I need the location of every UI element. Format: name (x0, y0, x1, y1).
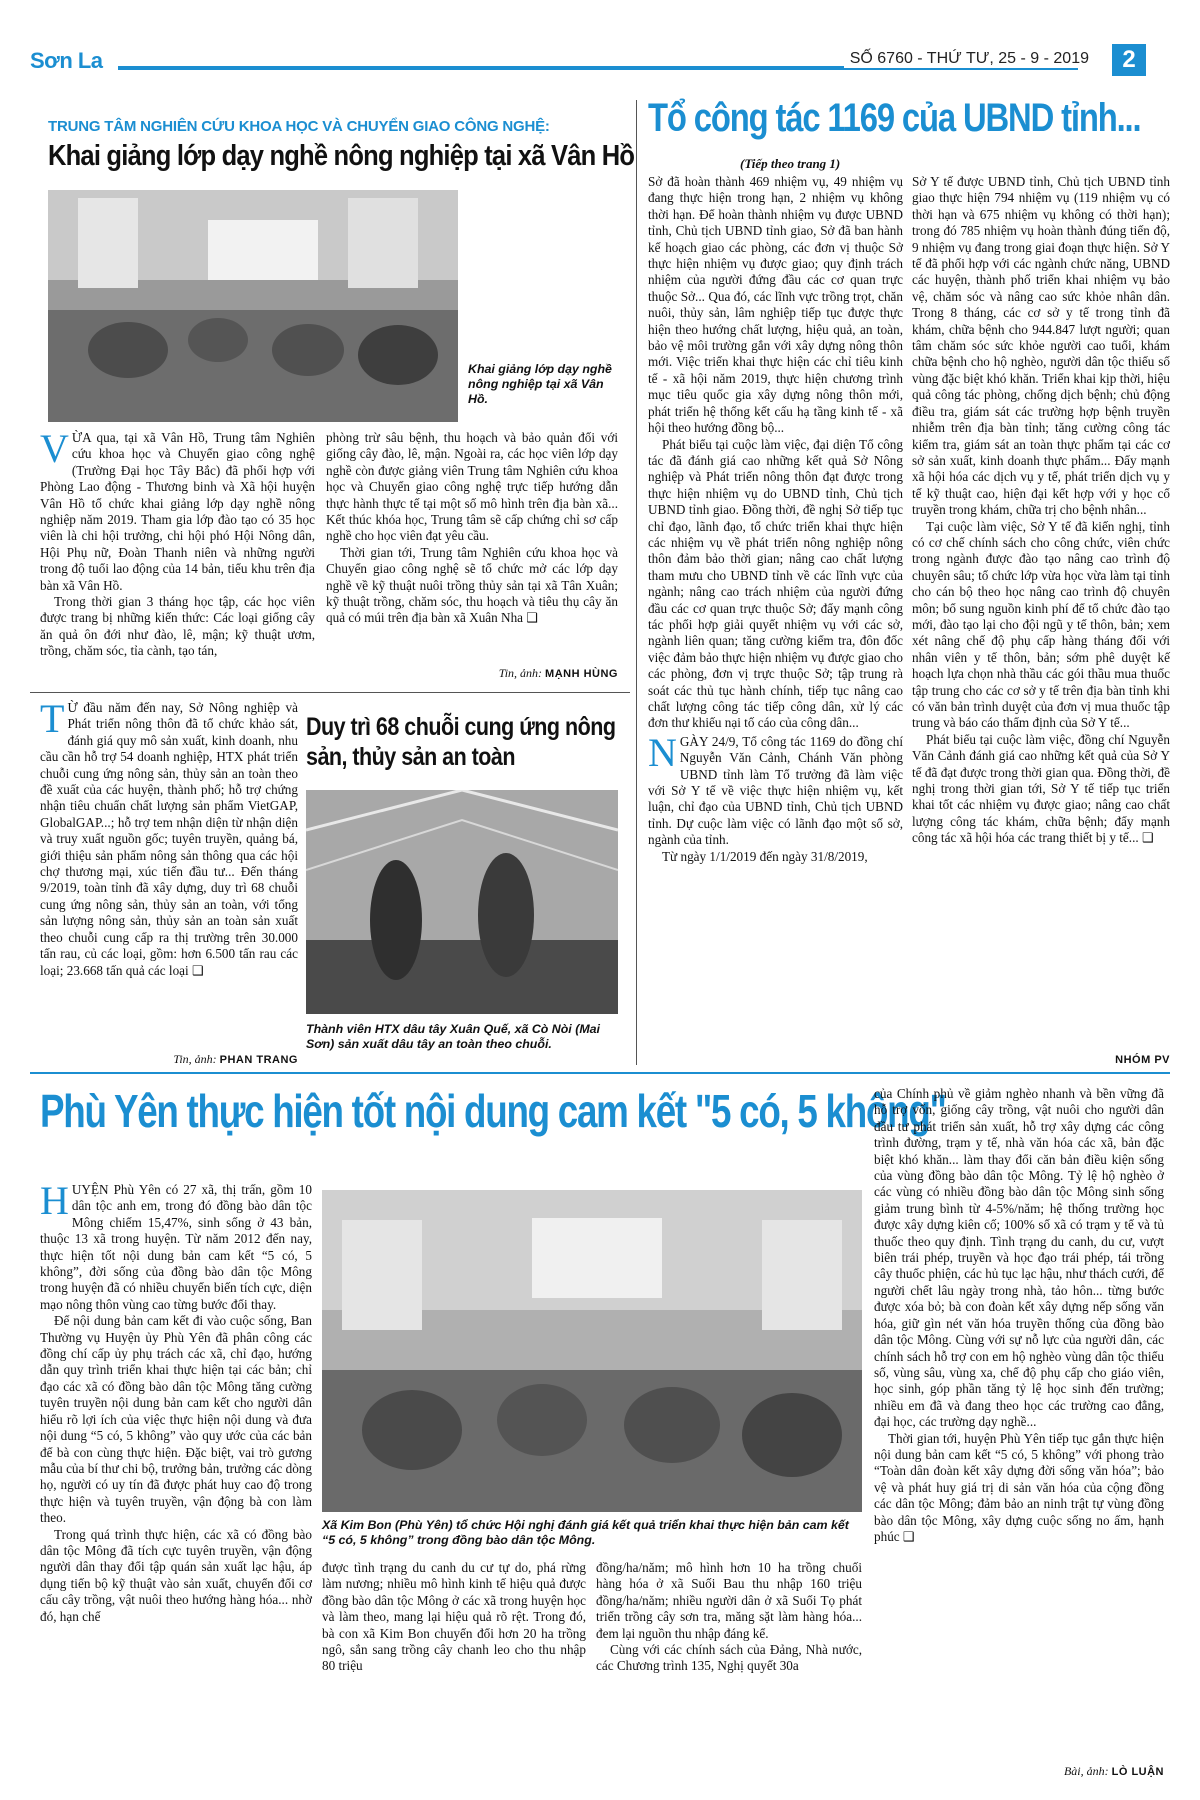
article3-credit (912, 1052, 1170, 1067)
article4-col2-p1: được tình trạng du canh du cư tự do, phá rừng làm nương; nhiều mô hình kinh tế hiệu quả được đồng bào dân tộc Mông ở các xã trong huyện học và làm theo, mang lại hiệu quả rõ rệt. Trong đó, bà con xã Kim Bon chuyển đổi hơn 20 ha trồng ngô, sắn sang trồng cây chanh leo cho thu nhập 80 triệu (322, 1560, 586, 1674)
article1-title: Khai giảng lớp dạy nghề nông nghiệp tại xã Vân Hồ (48, 140, 635, 172)
article4-caption: Xã Kim Bon (Phù Yên) tổ chức Hội nghị đánh giá kết quả triển khai thực hiện bản cam kết “5 có, 5 không” trong đồng bào dân tộc Mông. (322, 1518, 849, 1547)
article3-bottom-rule (30, 1072, 1170, 1074)
page-number: 2 (1112, 44, 1146, 76)
article1-kicker: TRUNG TÂM NGHIÊN CỨU KHOA HỌC VÀ CHUYỂN GIAO CÔNG NGHỆ: (48, 118, 550, 135)
article1-col2-p2: Thời gian tới, Trung tâm Nghiên cứu khoa học và Chuyển giao công nghệ sẽ tổ chức mở các lớp dạy nghề về kỹ thuật nuôi trồng thủy sản tại xã Tân Xuân; kỹ thuật trồng, chăm sóc, thu hoạch và tiêu thụ cây ăn quả có múi trên địa bàn xã Xuân Nha ❑ (326, 544, 618, 626)
article3-col1b-p2: Từ ngày 1/1/2019 đến ngày 31/8/2019, (662, 848, 868, 864)
article2-credit-name: PHAN TRANG (219, 1054, 298, 1066)
article1-credit-name: MẠNH HÙNG (545, 668, 618, 680)
article4-credit (874, 1764, 1164, 1779)
article2-body-text: Ừ đầu năm đến nay, Sở Nông nghiệp và Phát triển nông thôn đã tổ chức khảo sát, đánh giá quy mô sản xuất, kinh doanh, nhu cầu cần hỗ trợ 54 doanh nghiệp, HTX phát triển chuỗi cung ứng nông sản, thủy sản an toàn theo đề xuất của các huyện, thành phố; hỗ trợ chứng nhận tiêu chuẩn chất lượng sản phẩm VietGAP, GlobalGAP...; hỗ trợ tem nhận diện từ nhận diện và truy xuất nguồn gốc; tuyên truyền, quảng bá, giới thiệu sản phẩm nông sản thông qua các hội chợ thương mại, xúc tiến đầu tư... Đến tháng 9/2019, toàn tỉnh đã xây dựng, duy trì 68 chuỗi cung ứng nông sản, thủy sản an toàn, với tổng sản lượng nông sản, thủy sản an toàn sản xuất theo chuỗi cung cấp ra thị trường trên 30.000 tấn rau, củ các loại, gồm: hơn 6.500 tấn rau các loại; 23.668 tấn quả các loại ❑ (40, 700, 298, 978)
article4-col1-p3: Trong quá trình thực hiện, các xã có đồng bào dân tộc Mông đã tích cực tuyên truyền, vận động người dân thay đổi tập quán sản xuất lạc hậu, áp dụng tiến bộ kỹ thuật vào sản xuất, chuyển đổi cơ cấu cây trồng, vật nuôi theo hướng hàng hóa... nhờ đó, hạn chế (40, 1526, 312, 1624)
article4-title: Phù Yên thực hiện tốt nội dung cam kết "5 có, 5 không" (40, 1085, 946, 1137)
article4-col3-p1: đồng/ha/năm; mô hình hơn 10 ha trồng chuối hàng hóa ở xã Suối Bau thu nhập 160 triệu đồng/ha/năm; nhiều người dân ở xã Suối Tọ phát triển trồng cây sơn tra, măng sặt làm hàng hóa... đem lại nguồn thu nhập đáng kể. (596, 1560, 862, 1641)
article3-col2-p3: Phát biểu tại cuộc làm việc, đồng chí Nguyễn Văn Cảnh đánh giá cao những kết quả của Sở Y tế đã đạt được trong thời gian qua. Đồng thời, đề nghị trong thời gian tới, Sở Y tế tiếp tục triển khai tốt các nhiệm vụ được giao; nâng cao chất lượng công tác khám, chữa bệnh; đẩy mạnh công tác xã hội hóa các trang thiết bị y tế... ❑ (912, 731, 1170, 846)
article3-credit-name: NHÓM PV (1115, 1054, 1170, 1066)
article3-col2 (912, 174, 1170, 847)
article1-credit-label: Tin, ảnh: (498, 666, 543, 680)
article4-col3 (596, 1560, 862, 1675)
article2-body (40, 696, 298, 979)
greenhouse-photo-icon (306, 790, 618, 1014)
article4-dropcap: H (40, 1178, 69, 1223)
article2-photo (306, 790, 618, 1014)
article1-col1-p1: ỪA qua, tại xã Vân Hồ, Trung tâm Nghiên cứu khoa học và Chuyển giao công nghệ (Trường Đại học Tây Bắc) đã phối hợp với Phòng Lao động - Thương binh và Xã hội huyện Vân Hồ tổ chức khai giảng lớp dạy nghề nông nghiệp năm 2019. Tham gia lớp đào tạo có 35 học viên là chi hội trưởng, chi hội phó Hội Nông dân, Hội Phụ nữ, Đoàn Thanh niên và những người trong độ tuổi lao động của 14 bản, tiểu khu trên địa bàn xã Vân Hồ. (40, 430, 315, 593)
article2-caption: Thành viên HTX dâu tây Xuân Quế, xã Cò Nòi (Mai Sơn) sản xuất dâu tây an toàn theo chuỗi. (306, 1022, 600, 1051)
article3-col2-p1: Sở Y tế được UBND tỉnh, Chủ tịch UBND tỉnh giao thực hiện 794 nhiệm vụ (119 nhiệm vụ có thời hạn và 675 nhiệm vụ không có thời hạn); trong đó 785 nhiệm vụ hoàn thành đúng tiến độ, 9 nhiệm vụ đang trong giai đoạn thực hiện. Sở Y tế đã phối hợp với các ngành chức năng, UBND các huyện, thành phố triển khai nhiệm vụ bảo vệ, chăm sóc và nâng cao sức khỏe nhân dân. Trong 8 tháng, các cơ sở y tế trong tỉnh đã khám, chữa bệnh cho 944.847 lượt người; quan tâm chăm sóc sức khỏe người cao tuổi, khám chữa bệnh cho hộ nghèo, người dân tộc thiểu số vùng đặc biệt khó khăn. Triển khai kịp thời, hiệu quả công tác phòng, chống dịch bệnh; chủ động điều tra, giám sát các trường hợp bệnh truyền nhiễm trên địa bàn tỉnh; tăng cường công tác kiểm tra, giám sát an toàn thực phẩm tại các cơ sở sản xuất, kinh doanh thực phẩm... Đẩy mạnh xã hội hóa các dịch vụ y tế, phát triển dịch vụ y tế kỹ thuật cao, hiện đại kết hợp với y học cổ truyền trong khám, chữa trị cho bệnh nhân... (912, 174, 1170, 518)
article1-col1-p2: Trong thời gian 3 tháng học tập, các học viên được trang bị những kiến thức: Các loại giống cây ăn quả ôn đới như đào, lê, mận; kỹ thuật ươm, trồng, chăm sóc, tỉa cành, tạo tán, (40, 594, 315, 659)
article3-col1-p2: Phát biểu tại cuộc làm việc, đại diện Tổ công tác đã đánh giá cao những kết quả Sở Nông nghiệp và Phát triển nông thôn đạt được trong thực hiện nhiệm vụ do UBND tỉnh, Chủ tịch UBND tỉnh giao. Đồng thời, đề nghị Sở tiếp tục chỉ đạo, lãnh đạo, tổ chức triển khai thực hiện các nhiệm vụ về phát triển nông nghiệp nông thôn đảm bảo thời gian; nâng cao chất lượng tham mưu cho UBND tỉnh về các lĩnh vực của ngành; nâng cao trách nhiệm của người đứng đầu các cơ quan trực thuộc Sở; đẩy mạnh công tác phối hợp giải quyết nhiệm vụ với các sở, ngành liên quan; tăng cường kiểm tra, đôn đốc việc đảm bảo thực hiện nhiệm vụ được giao cho các phòng, đơn vị trực thuộc Sở; tập trung rà soát các thủ tục hành chính, tiếp tục nâng cao chất lượng công tác tiếp công dân, xử lý các đơn thư khiếu nại tố cáo của công dân... (648, 436, 903, 731)
article3-col2-p2: Tại cuộc làm việc, Sở Y tế đã kiến nghị, tỉnh có cơ chế chính sách cho công chức, viên chức trong ngành được đào tạo nâng cao trình độ chuyên sâu; tổ chức lớp vừa học vừa làm tại tỉnh cho cán bộ theo học nâng cao trình độ chuyên môn; bổ sung nguồn kinh phí để tổ chức đào tạo mới, đào tạo lại cho đội ngũ y tế thôn, bản; xem xét nâng chế độ phụ cấp hàng tháng đối với nhân viên y tế thôn, bản; sớm phê duyệt kế hoạch lựa chọn nhà thầu các gói thầu mua thuốc tập trung cho các cơ sở y tế trên địa bàn tỉnh khi có văn bản trình duyệt của đơn vị mua thuốc tập trung và báo cáo thẩm định của Sở Y tế... (912, 518, 1170, 731)
conference-photo-icon (322, 1190, 862, 1512)
article4-credit-label: Bài, ảnh: (1063, 1764, 1109, 1778)
article4-col4-p1: của Chính phủ về giảm nghèo nhanh và bền vững đã hỗ trợ vốn, giống cây trồng, vật nuôi cho người dân đầu tư phát triển sản xuất, hỗ trợ xây dựng các công trình đường, trạm y tế, nhà văn hóa các xã, bản đặc biệt khó khăn... làm thay đổi căn bản điều kiện sống của vùng đồng bào dân tộc Mông. Tỷ lệ hộ nghèo ở các vùng có nhiều đồng bào dân tộc Mông sinh sống giảm trung bình từ 4-5%/năm; hệ thống trường học được xây dựng kiên cố; 100% số xã có trạm y tế và tủ thuốc theo quy định. Tình trạng du canh, du cư, vượt biên trái phép, truyền và học đạo trái phép, tái trồng cây thuốc phiện, các hủ tục lạc hậu, như thách cưới, để người chết lâu ngày trong nhà, tảo hôn... từng bước được xóa bỏ; bà con đoàn kết xây dựng nếp sống văn hóa, giữ gìn nét văn hóa truyền thống của đồng bào dân tộc Mông. Cùng với sự nỗ lực của người dân, các chính sách hỗ trợ con em hộ nghèo vùng dân tộc thiểu số, vùng sâu, vùng xa, chế độ phụ cấp cho giáo viên, học sinh, góp phần tăng tỷ lệ học sinh đến trường; nhiều em đã và đang theo học các trường cao đẳng, đại học, các trường dạy nghề... (874, 1086, 1164, 1430)
article1-photo (48, 190, 458, 422)
article4-credit-name: LÒ LUẬN (1111, 1766, 1164, 1778)
article2-credit (40, 1052, 298, 1067)
article3-dropcap: N (648, 729, 677, 775)
article4-col3-p2: Cùng với các chính sách của Đảng, Nhà nước, các Chương trình 135, Nghị quyết 30a (596, 1642, 862, 1674)
article4-col1-p1: UYỆN Phù Yên có 27 xã, thị trấn, gồm 10 dân tộc anh em, trong đó đồng bào dân tộc Mông chiếm 15,47%, sinh sống ở 43 bản, thuộc 13 xã trong huyện. Từ năm 2012 đến nay, thực hiện tốt nội dung bản cam kết “5 có, 5 không”, đời sống của đồng bào dân tộc Mông trong huyện đã có nhiều chuyển biến tích cực, diện mạo nông thôn vùng cao từng bước đổi thay. (40, 1182, 312, 1312)
article3-title: Tổ công tác 1169 của UBND tỉnh... (648, 96, 1141, 140)
article2-title: Duy trì 68 chuỗi cung ứng nông sản, thủy sản an toàn (306, 713, 616, 771)
article3-col1 (648, 174, 903, 865)
section-name: Sơn La (30, 48, 103, 73)
article1-credit (326, 666, 618, 681)
article4-col1 (40, 1178, 312, 1625)
article2-credit-label: Tin, ảnh: (173, 1052, 217, 1066)
article4-col4 (874, 1086, 1164, 1545)
classroom-photo-icon (48, 190, 458, 422)
article1-col2 (326, 430, 618, 627)
article3-col1b-p1: GÀY 24/9, Tổ công tác 1169 do đồng chí Nguyễn Văn Cảnh, Chánh Văn phòng UBND tỉnh làm Tổ trưởng đã làm việc với Sở Y tế về việc thực hiện nhiệm vụ, kết luận, chỉ đạo của UBND tỉnh, Chủ tịch UBND tỉnh. Dự cuộc làm việc có lãnh đạo một số sở, ngành của tỉnh. (648, 733, 903, 848)
article3-continued: (Tiếp theo trang 1) (740, 156, 841, 171)
column-divider-1 (636, 100, 637, 1065)
article4-col1-p2: Để nội dung bản cam kết đi vào cuộc sống, Ban Thường vụ Huyện ủy Phù Yên đã phân công các đồng chí cấp ủy phụ trách các xã, chỉ đạo, hướng dẫn quy trình triển khai thực hiện tại các bản; chỉ đạo các xã có đồng bào dân tộc Mông tăng cường tuyên truyền nội dung bản cam kết cho người dân hiểu rõ lợi ích của việc thực hiện nội dung và đưa nội dung “5 có, 5 không” vào quy ước của các bản để bà con cùng thực hiện. Đặc biệt, vai trò gương mẫu của bí thư chi bộ, trưởng bản, trưởng các dòng họ, người có uy tín đã được phát huy cao độ trong thực hiện và tuyên truyền, vận động bà con làm theo. (40, 1313, 312, 1526)
article3-col1-p1: Sở đã hoàn thành 469 nhiệm vụ, 49 nhiệm vụ đang thực hiện trong hạn, 2 nhiệm vụ không thời hạn. Để hoàn thành nhiệm vụ được UBND tỉnh, Chủ tịch UBND tỉnh giao, Sở đã ban hành kế hoạch giao các phòng, các đơn vị thuộc Sở thực hiện nhiệm vụ được giao; quy định trách nhiệm của người đứng đầu các cơ quan trực thuộc Sở... Qua đó, các lĩnh vực trồng trọt, chăn nuôi, thủy sản, lâm nghiệp tiếp tục được thực hiện theo hướng chất lượng, hiệu quả, an toàn, bảo vệ môi trường gắn với xây dựng nông thôn mới. Việc triển khai thực hiện các chỉ tiêu kinh tế - xã hội năm 2019, thực hiện chương trình mục tiêu quốc gia xây dựng nông thôn mới, phát triển hệ thống kết cấu hạ tầng kinh tế - xã hội theo hướng đồng bộ... (648, 174, 903, 436)
issue-info: SỐ 6760 - THỨ TƯ, 25 - 9 - 2019 (844, 50, 1095, 68)
article1-col2-p1: phòng trừ sâu bệnh, thu hoạch và bảo quản đối với giống cây đào, lê, mận. Ngoài ra, các học viên lớp dạy nghề còn được giảng viên Trung tâm Nghiên cứu khoa học và Chuyển giao công nghệ trực tiếp hướng dẫn thực hành thực tế tại một số mô hình trên địa bàn xã... Kết thúc khóa học, Trung tâm sẽ cấp chứng chỉ sơ cấp nghề cho học viên đạt yêu cầu. (326, 430, 618, 544)
article4-col4-p2: Thời gian tới, huyện Phù Yên tiếp tục gắn thực hiện nội dung bản cam kết “5 có, 5 không” với phong trào “Toàn dân đoàn kết xây dựng đời sống văn hóa”; bảo vệ và phát huy giá trị di sản văn hóa của cộng đồng các dân tộc Mông; đảm bảo an ninh trật tự vùng đồng bào dân tộc Mông, xây dựng cuộc sống no ấm, hạnh phúc ❑ (874, 1430, 1164, 1544)
article1-caption: Khai giảng lớp dạy nghề nông nghiệp tại xã Vân Hồ. (468, 362, 612, 406)
article3-col1-p3 (648, 729, 903, 849)
article1-col1 (40, 426, 315, 660)
article4-col2 (322, 1560, 586, 1675)
article1-bottom-rule (30, 692, 630, 693)
article1-dropcap: V (40, 426, 69, 471)
article2-dropcap: T (40, 696, 65, 741)
article4-photo (322, 1190, 862, 1512)
